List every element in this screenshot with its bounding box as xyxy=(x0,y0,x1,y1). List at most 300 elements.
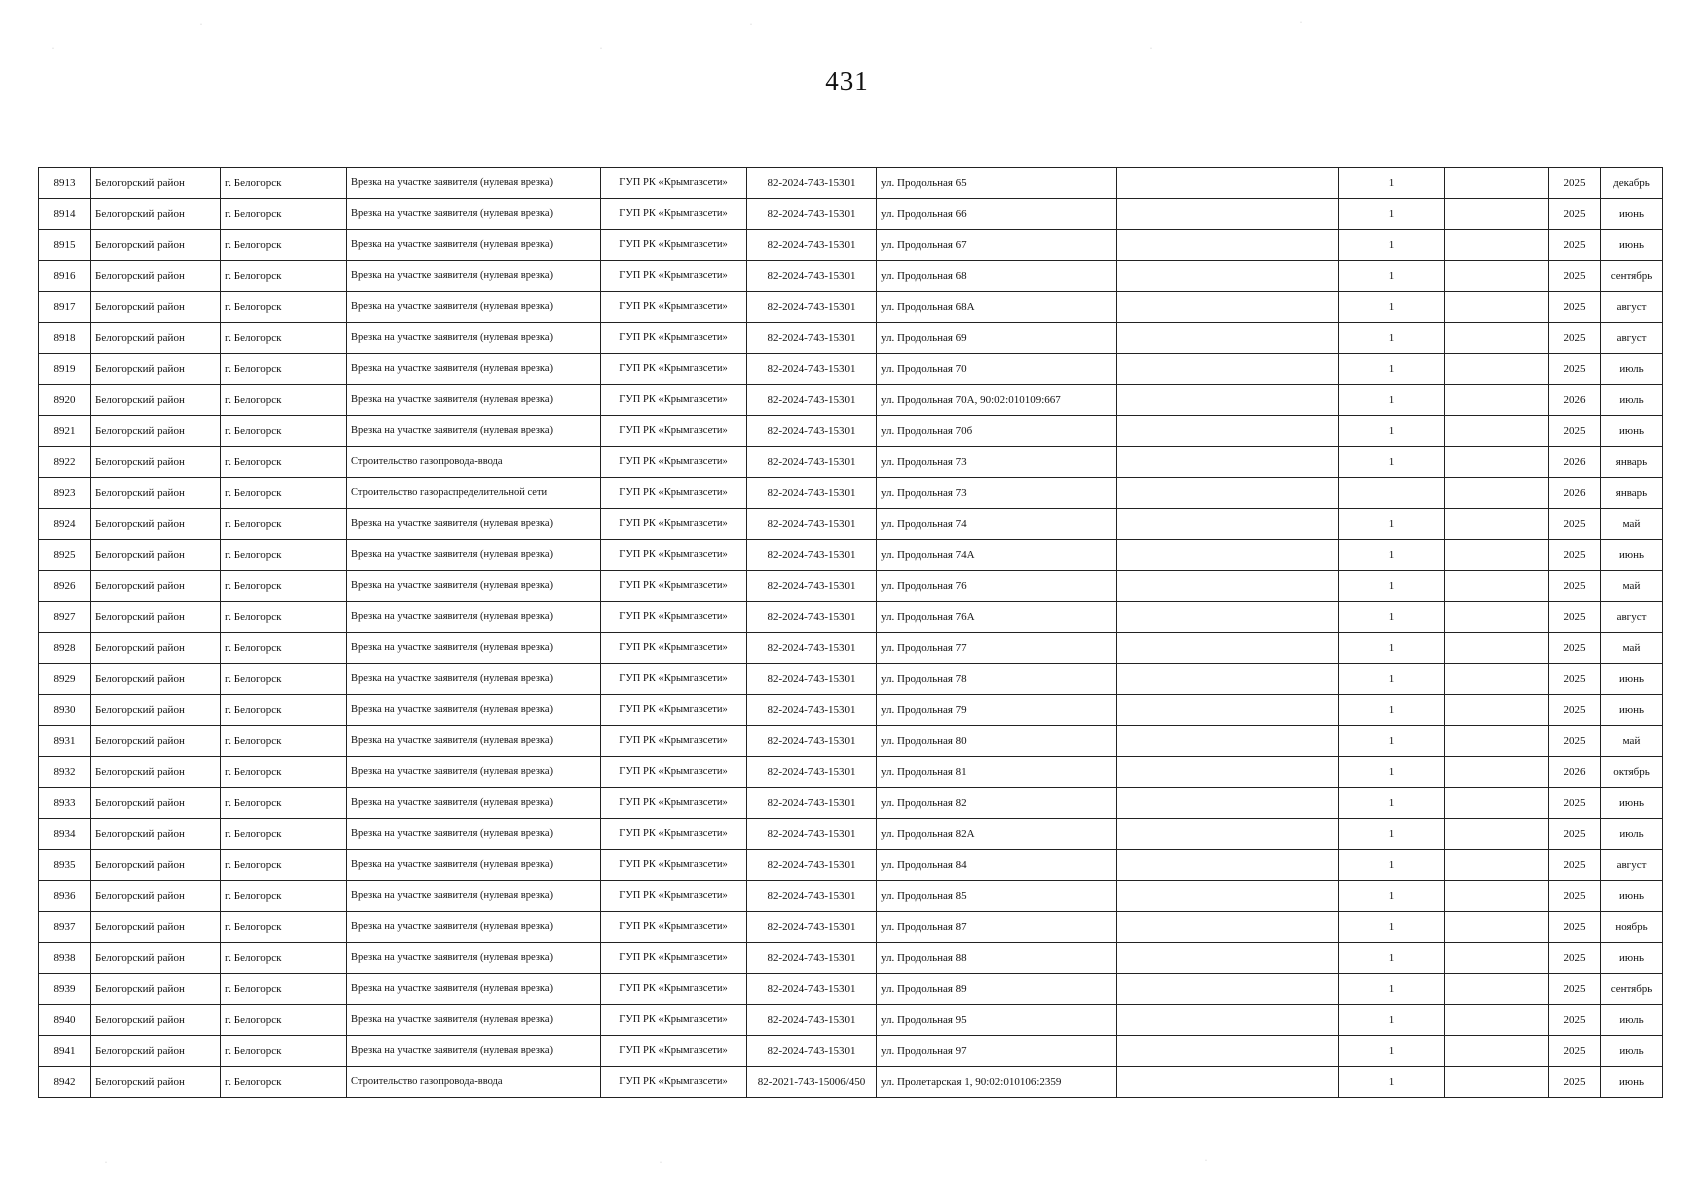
empty-cell xyxy=(1445,788,1549,819)
empty-cell xyxy=(1445,261,1549,292)
program-code-cell: 82-2024-743-15301 xyxy=(747,788,877,819)
address-cell: ул. Продольная 73 xyxy=(877,447,1117,478)
address-cell: ул. Продольная 76А xyxy=(877,602,1117,633)
district-cell: Белогорский район xyxy=(91,230,221,261)
work-type-cell: Врезка на участке заявителя (нулевая врезка) xyxy=(347,199,601,230)
district-cell: Белогорский район xyxy=(91,757,221,788)
address-cell: ул. Продольная 77 xyxy=(877,633,1117,664)
address-cell: ул. Продольная 66 xyxy=(877,199,1117,230)
table-row xyxy=(39,540,1663,571)
gas-connection-registry-table xyxy=(38,167,1663,1098)
address-cell: ул. Продольная 76 xyxy=(877,571,1117,602)
table-row xyxy=(39,881,1663,912)
district-cell: Белогорский район xyxy=(91,354,221,385)
organization-cell: ГУП РК «Крымгазсети» xyxy=(601,292,747,323)
work-type-cell: Врезка на участке заявителя (нулевая врезка) xyxy=(347,602,601,633)
empty-cell xyxy=(1117,385,1339,416)
program-code-cell: 82-2024-743-15301 xyxy=(747,354,877,385)
organization-cell: ГУП РК «Крымгазсети» xyxy=(601,509,747,540)
scan-speck: · xyxy=(750,22,752,28)
city-cell: г. Белогорск xyxy=(221,695,347,726)
row-number: 8926 xyxy=(39,571,91,602)
city-cell: г. Белогорск xyxy=(221,261,347,292)
work-type-cell: Строительство газопровода-ввода xyxy=(347,447,601,478)
empty-cell xyxy=(1445,881,1549,912)
empty-cell xyxy=(1117,664,1339,695)
table-row xyxy=(39,385,1663,416)
table-row xyxy=(39,788,1663,819)
month-cell: июль xyxy=(1601,1005,1663,1036)
year-cell: 2025 xyxy=(1549,850,1601,881)
work-type-cell: Врезка на участке заявителя (нулевая врезка) xyxy=(347,292,601,323)
quantity-cell: 1 xyxy=(1339,1036,1445,1067)
year-cell: 2025 xyxy=(1549,354,1601,385)
month-cell: май xyxy=(1601,633,1663,664)
work-type-cell: Врезка на участке заявителя (нулевая врезка) xyxy=(347,571,601,602)
row-number: 8923 xyxy=(39,478,91,509)
city-cell: г. Белогорск xyxy=(221,633,347,664)
month-cell: сентябрь xyxy=(1601,261,1663,292)
year-cell: 2025 xyxy=(1549,912,1601,943)
empty-cell xyxy=(1117,323,1339,354)
program-code-cell: 82-2024-743-15301 xyxy=(747,1036,877,1067)
city-cell: г. Белогорск xyxy=(221,385,347,416)
table-row xyxy=(39,633,1663,664)
district-cell: Белогорский район xyxy=(91,385,221,416)
empty-cell xyxy=(1117,509,1339,540)
organization-cell: ГУП РК «Крымгазсети» xyxy=(601,912,747,943)
city-cell: г. Белогорск xyxy=(221,602,347,633)
work-type-cell: Врезка на участке заявителя (нулевая врезка) xyxy=(347,974,601,1005)
table-row xyxy=(39,819,1663,850)
month-cell: октябрь xyxy=(1601,757,1663,788)
month-cell: август xyxy=(1601,323,1663,354)
year-cell: 2025 xyxy=(1549,726,1601,757)
row-number: 8941 xyxy=(39,1036,91,1067)
district-cell: Белогорский район xyxy=(91,416,221,447)
empty-cell xyxy=(1445,354,1549,385)
empty-cell xyxy=(1445,633,1549,664)
empty-cell xyxy=(1117,1067,1339,1098)
month-cell: июнь xyxy=(1601,540,1663,571)
row-number: 8940 xyxy=(39,1005,91,1036)
district-cell: Белогорский район xyxy=(91,292,221,323)
empty-cell xyxy=(1117,695,1339,726)
work-type-cell: Врезка на участке заявителя (нулевая врезка) xyxy=(347,261,601,292)
empty-cell xyxy=(1117,912,1339,943)
empty-cell xyxy=(1445,385,1549,416)
month-cell: июнь xyxy=(1601,199,1663,230)
empty-cell xyxy=(1117,230,1339,261)
work-type-cell: Врезка на участке заявителя (нулевая врезка) xyxy=(347,230,601,261)
empty-cell xyxy=(1445,757,1549,788)
month-cell: декабрь xyxy=(1601,168,1663,199)
district-cell: Белогорский район xyxy=(91,819,221,850)
work-type-cell: Врезка на участке заявителя (нулевая врезка) xyxy=(347,354,601,385)
program-code-cell: 82-2024-743-15301 xyxy=(747,540,877,571)
table-row xyxy=(39,1036,1663,1067)
empty-cell xyxy=(1445,416,1549,447)
district-cell: Белогорский район xyxy=(91,199,221,230)
organization-cell: ГУП РК «Крымгазсети» xyxy=(601,230,747,261)
city-cell: г. Белогорск xyxy=(221,819,347,850)
row-number: 8921 xyxy=(39,416,91,447)
table-row xyxy=(39,726,1663,757)
city-cell: г. Белогорск xyxy=(221,540,347,571)
quantity-cell: 1 xyxy=(1339,447,1445,478)
table-row xyxy=(39,571,1663,602)
month-cell: май xyxy=(1601,509,1663,540)
address-cell: ул. Продольная 73 xyxy=(877,478,1117,509)
district-cell: Белогорский район xyxy=(91,1005,221,1036)
organization-cell: ГУП РК «Крымгазсети» xyxy=(601,943,747,974)
quantity-cell: 1 xyxy=(1339,819,1445,850)
empty-cell xyxy=(1117,571,1339,602)
row-number: 8925 xyxy=(39,540,91,571)
month-cell: июнь xyxy=(1601,230,1663,261)
empty-cell xyxy=(1445,943,1549,974)
city-cell: г. Белогорск xyxy=(221,757,347,788)
year-cell: 2025 xyxy=(1549,1005,1601,1036)
month-cell: июнь xyxy=(1601,664,1663,695)
empty-cell xyxy=(1445,912,1549,943)
program-code-cell: 82-2021-743-15006/450 xyxy=(747,1067,877,1098)
table-row xyxy=(39,664,1663,695)
row-number: 8934 xyxy=(39,819,91,850)
district-cell: Белогорский район xyxy=(91,261,221,292)
program-code-cell: 82-2024-743-15301 xyxy=(747,230,877,261)
month-cell: июнь xyxy=(1601,788,1663,819)
row-number: 8932 xyxy=(39,757,91,788)
quantity-cell: 1 xyxy=(1339,974,1445,1005)
table-row xyxy=(39,943,1663,974)
year-cell: 2026 xyxy=(1549,757,1601,788)
row-number: 8929 xyxy=(39,664,91,695)
organization-cell: ГУП РК «Крымгазсети» xyxy=(601,726,747,757)
city-cell: г. Белогорск xyxy=(221,292,347,323)
quantity-cell: 1 xyxy=(1339,385,1445,416)
program-code-cell: 82-2024-743-15301 xyxy=(747,571,877,602)
work-type-cell: Врезка на участке заявителя (нулевая врезка) xyxy=(347,881,601,912)
quantity-cell: 1 xyxy=(1339,354,1445,385)
district-cell: Белогорский район xyxy=(91,602,221,633)
table-row xyxy=(39,447,1663,478)
organization-cell: ГУП РК «Крымгазсети» xyxy=(601,385,747,416)
district-cell: Белогорский район xyxy=(91,664,221,695)
organization-cell: ГУП РК «Крымгазсети» xyxy=(601,819,747,850)
quantity-cell: 1 xyxy=(1339,540,1445,571)
table-row xyxy=(39,354,1663,385)
empty-cell xyxy=(1117,478,1339,509)
work-type-cell: Строительство газораспределительной сети xyxy=(347,478,601,509)
city-cell: г. Белогорск xyxy=(221,447,347,478)
scan-speck: · xyxy=(600,46,602,52)
table-row xyxy=(39,199,1663,230)
organization-cell: ГУП РК «Крымгазсети» xyxy=(601,354,747,385)
quantity-cell: 1 xyxy=(1339,850,1445,881)
empty-cell xyxy=(1445,850,1549,881)
district-cell: Белогорский район xyxy=(91,168,221,199)
month-cell: июнь xyxy=(1601,416,1663,447)
empty-cell xyxy=(1117,943,1339,974)
row-number: 8936 xyxy=(39,881,91,912)
month-cell: июнь xyxy=(1601,1067,1663,1098)
table-row xyxy=(39,695,1663,726)
program-code-cell: 82-2024-743-15301 xyxy=(747,850,877,881)
program-code-cell: 82-2024-743-15301 xyxy=(747,726,877,757)
work-type-cell: Врезка на участке заявителя (нулевая врезка) xyxy=(347,757,601,788)
empty-cell xyxy=(1117,850,1339,881)
scan-speck: · xyxy=(1150,46,1152,52)
empty-cell xyxy=(1445,1067,1549,1098)
empty-cell xyxy=(1117,974,1339,1005)
month-cell: май xyxy=(1601,571,1663,602)
year-cell: 2025 xyxy=(1549,199,1601,230)
address-cell: ул. Продольная 68А xyxy=(877,292,1117,323)
district-cell: Белогорский район xyxy=(91,633,221,664)
scan-speck: · xyxy=(1300,20,1302,26)
empty-cell xyxy=(1445,509,1549,540)
quantity-cell: 1 xyxy=(1339,323,1445,354)
program-code-cell: 82-2024-743-15301 xyxy=(747,695,877,726)
address-cell: ул. Продольная 79 xyxy=(877,695,1117,726)
city-cell: г. Белогорск xyxy=(221,571,347,602)
empty-cell xyxy=(1117,633,1339,664)
year-cell: 2026 xyxy=(1549,385,1601,416)
city-cell: г. Белогорск xyxy=(221,664,347,695)
quantity-cell: 1 xyxy=(1339,788,1445,819)
program-code-cell: 82-2024-743-15301 xyxy=(747,943,877,974)
address-cell: ул. Продольная 89 xyxy=(877,974,1117,1005)
year-cell: 2025 xyxy=(1549,571,1601,602)
row-number: 8913 xyxy=(39,168,91,199)
work-type-cell: Врезка на участке заявителя (нулевая врезка) xyxy=(347,726,601,757)
city-cell: г. Белогорск xyxy=(221,323,347,354)
month-cell: январь xyxy=(1601,478,1663,509)
program-code-cell: 82-2024-743-15301 xyxy=(747,261,877,292)
city-cell: г. Белогорск xyxy=(221,1067,347,1098)
year-cell: 2025 xyxy=(1549,881,1601,912)
program-code-cell: 82-2024-743-15301 xyxy=(747,478,877,509)
empty-cell xyxy=(1117,199,1339,230)
organization-cell: ГУП РК «Крымгазсети» xyxy=(601,323,747,354)
table-row xyxy=(39,1067,1663,1098)
work-type-cell: Врезка на участке заявителя (нулевая врезка) xyxy=(347,168,601,199)
organization-cell: ГУП РК «Крымгазсети» xyxy=(601,199,747,230)
address-cell: ул. Продольная 65 xyxy=(877,168,1117,199)
organization-cell: ГУП РК «Крымгазсети» xyxy=(601,633,747,664)
address-cell: ул. Продольная 82А xyxy=(877,819,1117,850)
empty-cell xyxy=(1445,292,1549,323)
district-cell: Белогорский район xyxy=(91,571,221,602)
work-type-cell: Врезка на участке заявителя (нулевая врезка) xyxy=(347,1036,601,1067)
year-cell: 2025 xyxy=(1549,602,1601,633)
page-number: 431 xyxy=(825,66,869,96)
work-type-cell: Врезка на участке заявителя (нулевая врезка) xyxy=(347,943,601,974)
empty-cell xyxy=(1445,602,1549,633)
year-cell: 2026 xyxy=(1549,447,1601,478)
program-code-cell: 82-2024-743-15301 xyxy=(747,912,877,943)
year-cell: 2025 xyxy=(1549,664,1601,695)
work-type-cell: Строительство газопровода-ввода xyxy=(347,1067,601,1098)
month-cell: июль xyxy=(1601,1036,1663,1067)
address-cell: ул. Продольная 78 xyxy=(877,664,1117,695)
month-cell: ноябрь xyxy=(1601,912,1663,943)
program-code-cell: 82-2024-743-15301 xyxy=(747,447,877,478)
quantity-cell: 1 xyxy=(1339,1067,1445,1098)
table-row xyxy=(39,478,1663,509)
organization-cell: ГУП РК «Крымгазсети» xyxy=(601,447,747,478)
address-cell: ул. Продольная 85 xyxy=(877,881,1117,912)
address-cell: ул. Продольная 82 xyxy=(877,788,1117,819)
year-cell: 2025 xyxy=(1549,168,1601,199)
quantity-cell xyxy=(1339,478,1445,509)
address-cell: ул. Продольная 88 xyxy=(877,943,1117,974)
empty-cell xyxy=(1117,788,1339,819)
row-number: 8930 xyxy=(39,695,91,726)
table-row xyxy=(39,757,1663,788)
organization-cell: ГУП РК «Крымгазсети» xyxy=(601,788,747,819)
address-cell: ул. Продольная 70 xyxy=(877,354,1117,385)
organization-cell: ГУП РК «Крымгазсети» xyxy=(601,695,747,726)
quantity-cell: 1 xyxy=(1339,571,1445,602)
scan-speck: · xyxy=(105,1160,107,1166)
month-cell: июнь xyxy=(1601,881,1663,912)
program-code-cell: 82-2024-743-15301 xyxy=(747,664,877,695)
month-cell: июнь xyxy=(1601,943,1663,974)
city-cell: г. Белогорск xyxy=(221,416,347,447)
scan-speck: · xyxy=(1205,1158,1207,1164)
work-type-cell: Врезка на участке заявителя (нулевая врезка) xyxy=(347,540,601,571)
empty-cell xyxy=(1445,230,1549,261)
city-cell: г. Белогорск xyxy=(221,199,347,230)
empty-cell xyxy=(1117,819,1339,850)
address-cell: ул. Пролетарская 1, 90:02:010106:2359 xyxy=(877,1067,1117,1098)
year-cell: 2025 xyxy=(1549,540,1601,571)
row-number: 8928 xyxy=(39,633,91,664)
empty-cell xyxy=(1117,602,1339,633)
work-type-cell: Врезка на участке заявителя (нулевая врезка) xyxy=(347,850,601,881)
program-code-cell: 82-2024-743-15301 xyxy=(747,385,877,416)
year-cell: 2025 xyxy=(1549,788,1601,819)
empty-cell xyxy=(1445,664,1549,695)
empty-cell xyxy=(1117,1005,1339,1036)
row-number: 8918 xyxy=(39,323,91,354)
work-type-cell: Врезка на участке заявителя (нулевая врезка) xyxy=(347,323,601,354)
empty-cell xyxy=(1445,695,1549,726)
district-cell: Белогорский район xyxy=(91,881,221,912)
year-cell: 2025 xyxy=(1549,974,1601,1005)
year-cell: 2025 xyxy=(1549,230,1601,261)
year-cell: 2025 xyxy=(1549,292,1601,323)
organization-cell: ГУП РК «Крымгазсети» xyxy=(601,850,747,881)
address-cell: ул. Продольная 95 xyxy=(877,1005,1117,1036)
city-cell: г. Белогорск xyxy=(221,912,347,943)
program-code-cell: 82-2024-743-15301 xyxy=(747,633,877,664)
quantity-cell: 1 xyxy=(1339,230,1445,261)
district-cell: Белогорский район xyxy=(91,912,221,943)
row-number: 8919 xyxy=(39,354,91,385)
empty-cell xyxy=(1117,1036,1339,1067)
district-cell: Белогорский район xyxy=(91,509,221,540)
table-row xyxy=(39,509,1663,540)
organization-cell: ГУП РК «Крымгазсети» xyxy=(601,261,747,292)
district-cell: Белогорский район xyxy=(91,447,221,478)
table-row xyxy=(39,1005,1663,1036)
city-cell: г. Белогорск xyxy=(221,974,347,1005)
empty-cell xyxy=(1445,571,1549,602)
program-code-cell: 82-2024-743-15301 xyxy=(747,757,877,788)
organization-cell: ГУП РК «Крымгазсети» xyxy=(601,602,747,633)
district-cell: Белогорский район xyxy=(91,323,221,354)
scan-speck: · xyxy=(52,46,54,52)
row-number: 8920 xyxy=(39,385,91,416)
month-cell: июнь xyxy=(1601,695,1663,726)
empty-cell xyxy=(1445,819,1549,850)
city-cell: г. Белогорск xyxy=(221,478,347,509)
program-code-cell: 82-2024-743-15301 xyxy=(747,602,877,633)
program-code-cell: 82-2024-743-15301 xyxy=(747,292,877,323)
district-cell: Белогорский район xyxy=(91,540,221,571)
empty-cell xyxy=(1117,261,1339,292)
row-number: 8922 xyxy=(39,447,91,478)
table-row xyxy=(39,974,1663,1005)
district-cell: Белогорский район xyxy=(91,478,221,509)
table-row xyxy=(39,416,1663,447)
year-cell: 2025 xyxy=(1549,819,1601,850)
address-cell: ул. Продольная 69 xyxy=(877,323,1117,354)
year-cell: 2025 xyxy=(1549,1036,1601,1067)
city-cell: г. Белогорск xyxy=(221,881,347,912)
address-cell: ул. Продольная 97 xyxy=(877,1036,1117,1067)
empty-cell xyxy=(1445,1005,1549,1036)
quantity-cell: 1 xyxy=(1339,261,1445,292)
organization-cell: ГУП РК «Крымгазсети» xyxy=(601,1036,747,1067)
organization-cell: ГУП РК «Крымгазсети» xyxy=(601,540,747,571)
row-number: 8931 xyxy=(39,726,91,757)
work-type-cell: Врезка на участке заявителя (нулевая врезка) xyxy=(347,633,601,664)
city-cell: г. Белогорск xyxy=(221,788,347,819)
table-row xyxy=(39,850,1663,881)
city-cell: г. Белогорск xyxy=(221,1036,347,1067)
program-code-cell: 82-2024-743-15301 xyxy=(747,168,877,199)
district-cell: Белогорский район xyxy=(91,788,221,819)
empty-cell xyxy=(1445,199,1549,230)
program-code-cell: 82-2024-743-15301 xyxy=(747,974,877,1005)
row-number: 8937 xyxy=(39,912,91,943)
row-number: 8939 xyxy=(39,974,91,1005)
table-row xyxy=(39,912,1663,943)
row-number: 8916 xyxy=(39,261,91,292)
table-row xyxy=(39,230,1663,261)
organization-cell: ГУП РК «Крымгазсети» xyxy=(601,168,747,199)
quantity-cell: 1 xyxy=(1339,757,1445,788)
empty-cell xyxy=(1117,447,1339,478)
month-cell: август xyxy=(1601,602,1663,633)
district-cell: Белогорский район xyxy=(91,1067,221,1098)
row-number: 8917 xyxy=(39,292,91,323)
empty-cell xyxy=(1445,447,1549,478)
row-number: 8915 xyxy=(39,230,91,261)
quantity-cell: 1 xyxy=(1339,912,1445,943)
table-row xyxy=(39,261,1663,292)
quantity-cell: 1 xyxy=(1339,633,1445,664)
program-code-cell: 82-2024-743-15301 xyxy=(747,323,877,354)
year-cell: 2025 xyxy=(1549,261,1601,292)
row-number: 8927 xyxy=(39,602,91,633)
quantity-cell: 1 xyxy=(1339,168,1445,199)
scan-speck: · xyxy=(200,22,202,28)
